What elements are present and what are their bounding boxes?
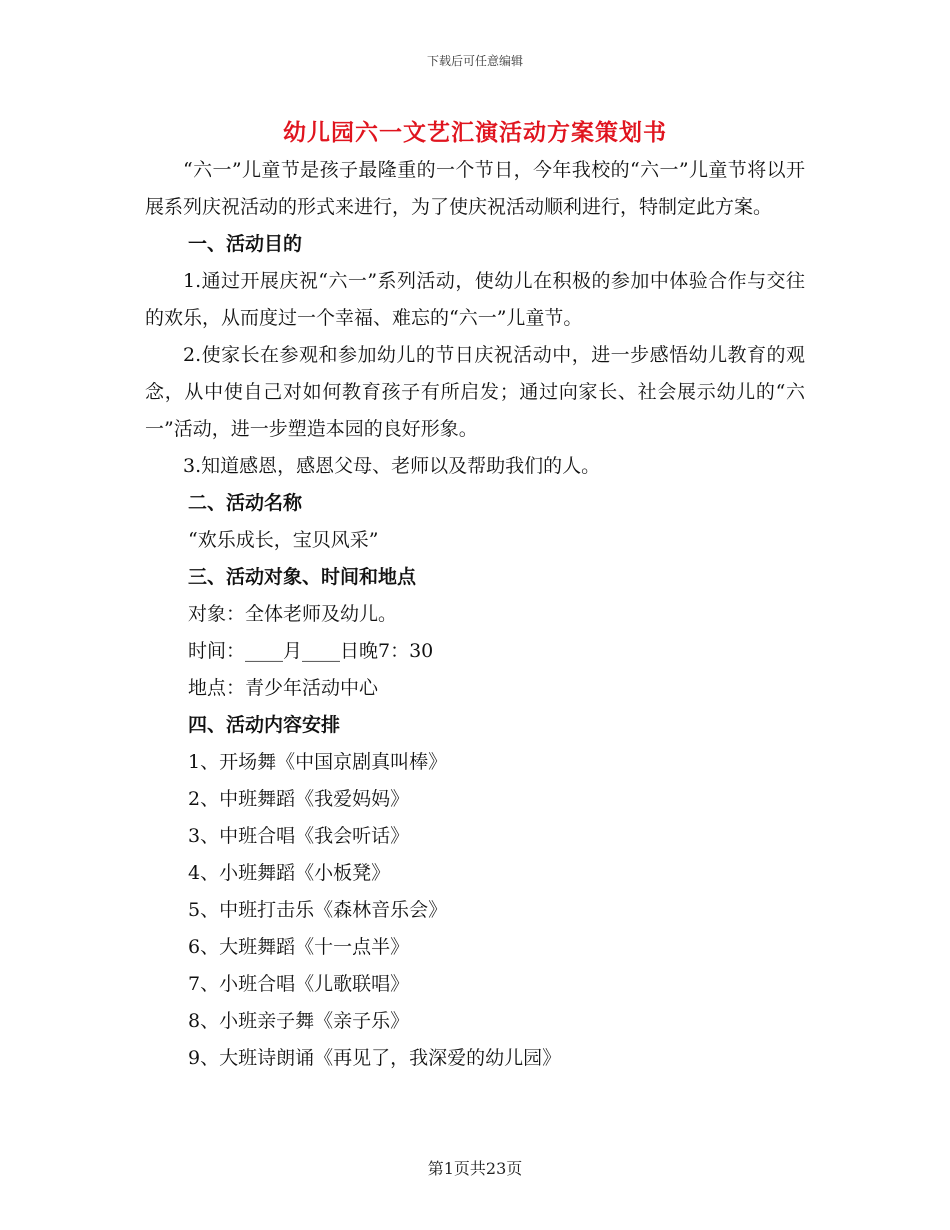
document-title: 幼儿园六一文艺汇演活动方案策划书 [283,119,667,146]
section1-item-2: 2.使家长在参观和参加幼儿的节日庆祝活动中，进一步感悟幼儿教育的观念，从中使自己对如何教育孩子有所启发；通过向家长、社会展示幼儿的“六一”活动，进一步塑造本园的良好形象。 [145,344,805,440]
section3-heading: 三、活动对象、时间和地点 [188,566,417,588]
program-item: 2、中班舞蹈《我爱妈妈》 [188,788,410,810]
activity-place: 地点：青少年活动中心 [188,677,379,699]
activity-name: “欢乐成长，宝贝风采” [188,529,379,551]
program-item: 4、小班舞蹈《小板凳》 [188,862,391,884]
header-note: 下载后可任意编辑 [426,54,523,68]
program-item: 9、大班诗朗诵《再见了，我深爱的幼儿园》 [188,1047,562,1069]
section4-heading: 四、活动内容安排 [188,714,341,736]
intro-paragraph: “六一”儿童节是孩子最隆重的一个节日，今年我校的“六一”儿童节将以开展系列庆祝活动的形式来进行，为了使庆祝活动顺利进行，特制定此方案。 [145,159,805,218]
section1-item-3: 3.知道感恩，感恩父母、老师以及帮助我们的人。 [183,455,601,477]
section2-heading: 二、活动名称 [188,492,303,514]
program-item: 5、中班打击乐《森林音乐会》 [188,899,448,921]
program-item: 3、中班合唱《我会听话》 [188,825,410,847]
activity-target: 对象：全体老师及幼儿。 [188,603,398,625]
program-item: 1、开场舞《中国京剧真叫棒》 [188,751,448,773]
page-footer: 第1页共23页 [427,1159,523,1178]
program-item: 6、大班舞蹈《十一点半》 [188,936,410,958]
program-item: 8、小班亲子舞《亲子乐》 [188,1010,410,1032]
activity-time: 时间：____月____日晚7：30 [188,640,434,662]
section1-item-1: 1.通过开展庆祝“六一”系列活动，使幼儿在积极的参加中体验合作与交往的欢乐，从而度过一个幸福、难忘的“六一”儿童节。 [145,270,805,329]
program-item: 7、小班合唱《儿歌联唱》 [188,973,410,995]
document-body [145,152,805,1077]
section1-heading: 一、活动目的 [188,233,303,255]
